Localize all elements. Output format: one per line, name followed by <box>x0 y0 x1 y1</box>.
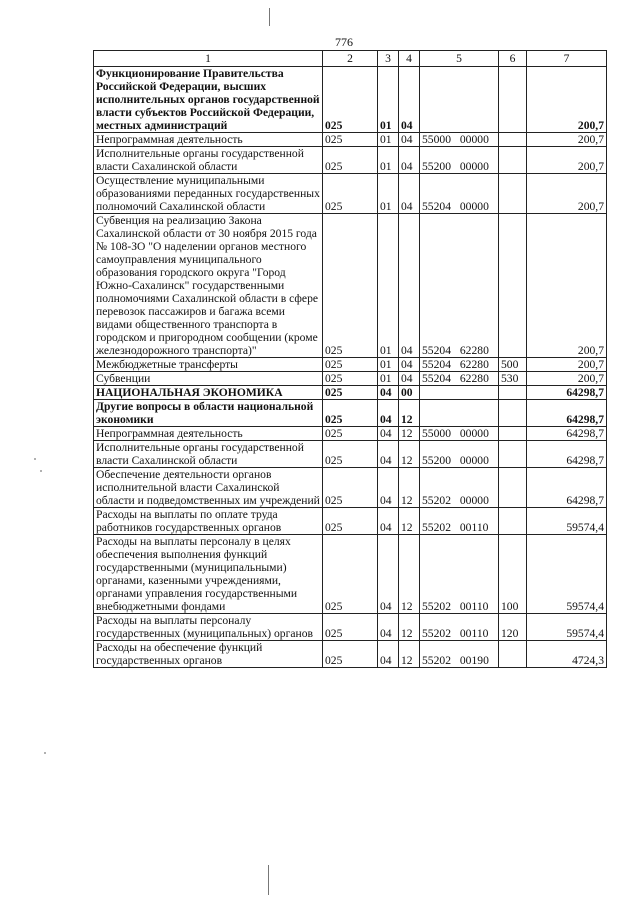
row-c2-cell: 025 <box>323 641 378 668</box>
row-name-cell: Исполнительные органы государственной власти Сахалинской области <box>94 147 323 174</box>
row-c5-cell <box>420 386 499 400</box>
row-c3-cell: 01 <box>378 147 399 174</box>
scan-artifact <box>34 458 36 460</box>
row-c5-cell <box>420 67 499 133</box>
row-c7-cell: 59574,4 <box>527 614 607 641</box>
row-c2-cell: 025 <box>323 614 378 641</box>
row-c7-cell: 200,7 <box>527 214 607 358</box>
row-c5-cell: 55200 00000 <box>420 441 499 468</box>
column-header: 5 <box>420 51 499 67</box>
row-c7-cell: 64298,7 <box>527 468 607 508</box>
row-name-cell: Осуществление муниципальными образованиями переданных государственных полномочий Сахалинской области <box>94 174 323 214</box>
row-c6-cell <box>499 133 527 147</box>
page-number: 776 <box>335 35 353 49</box>
row-c4-cell: 04 <box>399 67 420 133</box>
scan-artifact <box>44 752 46 754</box>
row-name-cell: Расходы на выплаты персоналу в целях обеспечения выполнения функций государственными (муниципальными) органами, казенными учреждениями, органами управления государственными внебюджетными фондами <box>94 535 323 614</box>
row-c3-cell: 04 <box>378 468 399 508</box>
row-c2-cell: 025 <box>323 535 378 614</box>
column-header: 4 <box>399 51 420 67</box>
row-c6-cell <box>499 386 527 400</box>
row-c4-cell: 04 <box>399 174 420 214</box>
row-c3-cell: 04 <box>378 427 399 441</box>
row-name-cell: Функционирование Правительства Российской Федерации, высших исполнительных органов государственной власти субъектов Российской Федерации, местных администраций <box>94 67 323 133</box>
row-c5-cell: 55202 00110 <box>420 535 499 614</box>
row-c2-cell: 025 <box>323 400 378 427</box>
row-c5-cell: 55202 00000 <box>420 468 499 508</box>
row-name-cell: НАЦИОНАЛЬНАЯ ЭКОНОМИКА <box>94 386 323 400</box>
table-row <box>94 614 607 641</box>
table-row <box>94 214 607 358</box>
row-c4-cell: 12 <box>399 614 420 641</box>
row-c7-cell: 64298,7 <box>527 400 607 427</box>
row-c7-cell: 200,7 <box>527 174 607 214</box>
row-c2-cell: 025 <box>323 133 378 147</box>
row-c3-cell: 01 <box>378 214 399 358</box>
row-c5-cell: 55202 00110 <box>420 614 499 641</box>
row-c6-cell <box>499 641 527 668</box>
row-c4-cell: 12 <box>399 508 420 535</box>
row-c3-cell: 01 <box>378 133 399 147</box>
row-c4-cell: 12 <box>399 641 420 668</box>
row-c3-cell: 01 <box>378 372 399 386</box>
table-row <box>94 468 607 508</box>
row-c4-cell: 04 <box>399 372 420 386</box>
row-c7-cell: 200,7 <box>527 147 607 174</box>
row-c6-cell <box>499 174 527 214</box>
row-c7-cell: 59574,4 <box>527 508 607 535</box>
row-name-cell: Другие вопросы в области национальной экономики <box>94 400 323 427</box>
row-c5-cell <box>420 400 499 427</box>
row-name-cell: Расходы на выплаты персоналу государственных (муниципальных) органов <box>94 614 323 641</box>
row-c6-cell: 530 <box>499 372 527 386</box>
row-c2-cell: 025 <box>323 441 378 468</box>
budget-table <box>93 50 607 668</box>
row-name-cell: Непрограммная деятельность <box>94 427 323 441</box>
row-c3-cell: 04 <box>378 614 399 641</box>
table-row <box>94 372 607 386</box>
row-c4-cell: 12 <box>399 468 420 508</box>
row-c3-cell: 01 <box>378 67 399 133</box>
row-c6-cell <box>499 508 527 535</box>
row-c3-cell: 01 <box>378 358 399 372</box>
row-c2-cell: 025 <box>323 214 378 358</box>
scan-artifact <box>269 8 270 26</box>
row-c5-cell: 55202 00190 <box>420 641 499 668</box>
row-c5-cell: 55204 62280 <box>420 214 499 358</box>
row-c4-cell: 04 <box>399 133 420 147</box>
row-c4-cell: 04 <box>399 358 420 372</box>
row-c6-cell <box>499 441 527 468</box>
row-c7-cell: 200,7 <box>527 372 607 386</box>
row-c3-cell: 04 <box>378 400 399 427</box>
table-row <box>94 67 607 133</box>
row-c7-cell: 64298,7 <box>527 386 607 400</box>
row-c6-cell <box>499 400 527 427</box>
row-c2-cell: 025 <box>323 468 378 508</box>
row-c5-cell: 55000 00000 <box>420 427 499 441</box>
table-row <box>94 133 607 147</box>
row-c7-cell: 59574,4 <box>527 535 607 614</box>
row-name-cell: Расходы на выплаты по оплате труда работников государственных органов <box>94 508 323 535</box>
scan-artifact <box>268 865 269 895</box>
row-name-cell: Обеспечение деятельности органов исполнительной власти Сахалинской области и подведомственных им учреждений <box>94 468 323 508</box>
row-c5-cell: 55202 00110 <box>420 508 499 535</box>
row-c2-cell: 025 <box>323 147 378 174</box>
row-c2-cell: 025 <box>323 174 378 214</box>
column-header: 1 <box>94 51 323 67</box>
table-row <box>94 174 607 214</box>
row-c3-cell: 04 <box>378 535 399 614</box>
row-name-cell: Исполнительные органы государственной власти Сахалинской области <box>94 441 323 468</box>
table-row <box>94 147 607 174</box>
row-c6-cell <box>499 214 527 358</box>
row-name-cell: Субвенции <box>94 372 323 386</box>
scan-artifact <box>40 470 42 472</box>
column-header: 6 <box>499 51 527 67</box>
column-header: 7 <box>527 51 607 67</box>
row-c4-cell: 12 <box>399 441 420 468</box>
row-c4-cell: 12 <box>399 535 420 614</box>
row-name-cell: Расходы на обеспечение функций государственных органов <box>94 641 323 668</box>
table-row <box>94 358 607 372</box>
column-header: 3 <box>378 51 399 67</box>
row-name-cell: Межбюджетные трансферты <box>94 358 323 372</box>
row-c2-cell: 025 <box>323 427 378 441</box>
table-row <box>94 427 607 441</box>
row-c7-cell: 64298,7 <box>527 441 607 468</box>
row-c4-cell: 04 <box>399 214 420 358</box>
row-c6-cell: 500 <box>499 358 527 372</box>
row-c4-cell: 04 <box>399 147 420 174</box>
row-c6-cell: 100 <box>499 535 527 614</box>
row-c2-cell: 025 <box>323 67 378 133</box>
row-c3-cell: 01 <box>378 174 399 214</box>
table-row <box>94 641 607 668</box>
row-c2-cell: 025 <box>323 358 378 372</box>
row-c3-cell: 04 <box>378 508 399 535</box>
row-c5-cell: 55204 62280 <box>420 372 499 386</box>
row-c6-cell: 120 <box>499 614 527 641</box>
row-c2-cell: 025 <box>323 372 378 386</box>
row-c7-cell: 64298,7 <box>527 427 607 441</box>
row-c7-cell: 200,7 <box>527 358 607 372</box>
row-c6-cell <box>499 67 527 133</box>
row-name-cell: Непрограммная деятельность <box>94 133 323 147</box>
row-c5-cell: 55000 00000 <box>420 133 499 147</box>
row-c6-cell <box>499 427 527 441</box>
column-header: 2 <box>323 51 378 67</box>
row-c3-cell: 04 <box>378 441 399 468</box>
row-c5-cell: 55204 62280 <box>420 358 499 372</box>
row-c4-cell: 12 <box>399 400 420 427</box>
row-c2-cell: 025 <box>323 508 378 535</box>
row-name-cell: Субвенция на реализацию Закона Сахалинской области от 30 ноября 2015 года № 108-ЗО "О наделении органов местного самоуправления муниципального образования городского округа "Город Южно-Сахалинск" государственными полномочиями Сахалинской области в сфере перевозок пассажиров и багажа всеми видами общественного транспорта в городском и пригородном сообщении (кроме железнодорожного транспорта)" <box>94 214 323 358</box>
row-c7-cell: 200,7 <box>527 133 607 147</box>
table-row <box>94 508 607 535</box>
table-row <box>94 535 607 614</box>
row-c5-cell: 55200 00000 <box>420 147 499 174</box>
table-row <box>94 441 607 468</box>
table-row <box>94 400 607 427</box>
row-c2-cell: 025 <box>323 386 378 400</box>
row-c6-cell <box>499 147 527 174</box>
row-c4-cell: 12 <box>399 427 420 441</box>
row-c7-cell: 200,7 <box>527 67 607 133</box>
row-c4-cell: 00 <box>399 386 420 400</box>
row-c3-cell: 04 <box>378 386 399 400</box>
row-c3-cell: 04 <box>378 641 399 668</box>
table-header-row <box>94 51 607 67</box>
row-c7-cell: 4724,3 <box>527 641 607 668</box>
row-c6-cell <box>499 468 527 508</box>
table-row <box>94 386 607 400</box>
row-c5-cell: 55204 00000 <box>420 174 499 214</box>
